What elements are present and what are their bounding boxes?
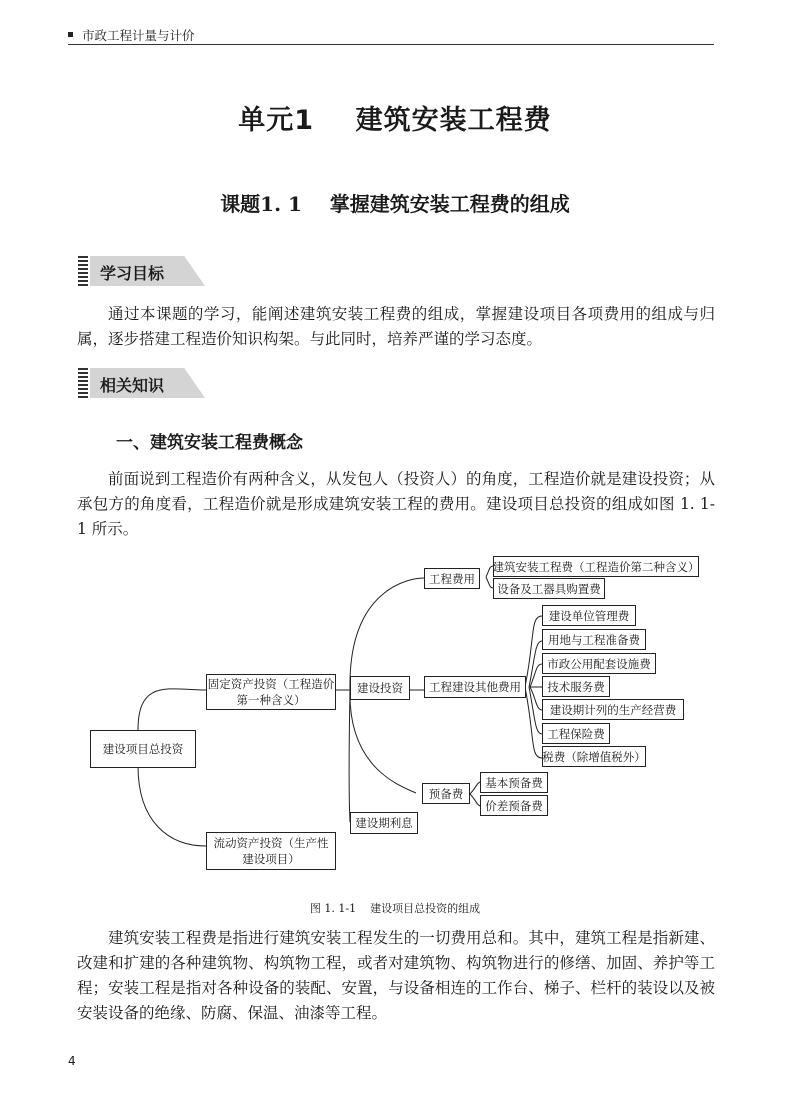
node-reserve-item: 基本预备费	[480, 772, 548, 793]
node-fixed-assets: 固定资产投资（工程造价 第一种含义）	[206, 674, 336, 710]
node-reserve: 预备费	[422, 783, 470, 804]
node-other-item: 技术服务费	[542, 676, 610, 697]
concept-heading: 一、建筑安装工程费概念	[116, 433, 303, 453]
node-total-investment: 建设项目总投资	[90, 730, 196, 768]
node-other-costs: 工程建设其他费用	[424, 676, 526, 698]
lesson-title: 课题1. 1 掌握建筑安装工程费的组成	[220, 192, 570, 216]
knowledge-label: 相关知识	[100, 376, 165, 395]
unit-title: 单元1 建筑安装工程费	[238, 105, 552, 136]
node-construction-investment: 建设投资	[350, 676, 410, 700]
figure-caption: 图 1. 1-1 建设项目总投资的组成	[309, 902, 481, 915]
node-other-item: 建设单位管理费	[542, 605, 636, 626]
node-other-item: 市政公用配套设施费	[542, 653, 656, 674]
book-title: 市政工程计量与计价	[82, 28, 195, 43]
knowledge-tag	[78, 368, 208, 398]
node-other-item: 工程保险费	[542, 723, 610, 744]
node-engineering-item: 建筑安装工程费（工程造价第二种含义）	[493, 556, 699, 577]
node-other-item: 建设期计列的生产经营费	[542, 699, 684, 720]
objectives-paragraph: 通过本课题的学习，能阐述建筑安装工程费的组成，掌握建设项目各项费用的组成与归属，逐步搭建工程造价知识构架。与此同时，培养严谨的学习态度。	[77, 305, 715, 348]
running-header	[68, 26, 714, 45]
node-engineering-item: 设备及工器具购置费	[493, 578, 605, 599]
node-reserve-item: 价差预备费	[480, 795, 548, 816]
objectives-tag	[78, 256, 208, 286]
node-working-capital: 流动资产投资（生产性 建设项目）	[206, 832, 336, 870]
tag-stripes-icon	[78, 256, 88, 286]
node-interest: 建设期利息	[350, 812, 418, 834]
definition-paragraph: 建筑安装工程费是指进行建筑安装工程发生的一切费用总和。其中，建筑工程是指新建、改建和扩建的各种建筑物、构筑物工程，或者对建筑物、构筑物进行的修缮、加固、养护等工程；安装工程是指对各种设备的装配、安置，与设备相连的工作台、梯子、栏杆的装设以及被安装设备的绝缘、防腐、保温、油漆等工程。	[77, 929, 715, 1022]
page-number: 4	[68, 1054, 76, 1068]
objectives-label: 学习目标	[100, 264, 165, 283]
investment-diagram	[80, 548, 720, 878]
node-other-item: 用地与工程准备费	[542, 629, 646, 650]
header-bullet-icon	[68, 32, 73, 37]
node-other-item: 税费（除增值税外）	[542, 746, 646, 767]
concept-paragraph: 前面说到工程造价有两种含义，从发包人（投资人）的角度，工程造价就是建设投资；从承包方的角度看，工程造价就是形成建筑安装工程的费用。建设项目总投资的组成如图 1. 1-1 所示。	[77, 470, 715, 538]
node-engineering-cost: 工程费用	[424, 568, 480, 589]
tag-stripes-icon	[78, 368, 88, 398]
